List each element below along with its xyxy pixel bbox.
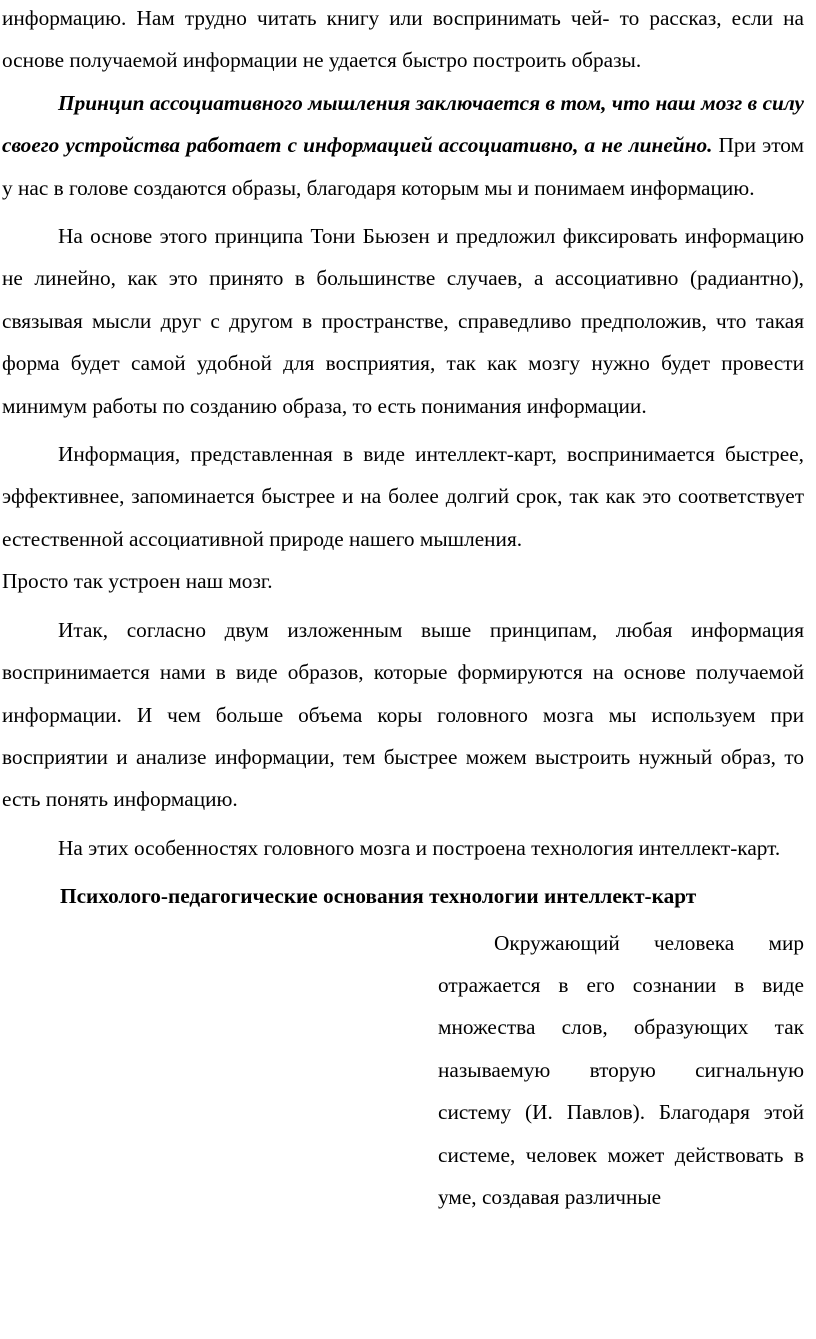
paragraph-images: Итак, согласно двум изложенным выше принципам, любая информация воспринимается нами в виде образов, которые формируются на основе получаемой информации. И чем больше объема коры головного мозга мы используем при восприятии и анализе информации, тем быстрее можем выстроить нужный образ, то есть понять информацию.	[2, 617, 804, 812]
paragraph-brain: Просто так устроен наш мозг.	[2, 569, 273, 594]
paragraph-buzan: На основе этого принципа Тони Бьюзен и предложил фиксировать информацию не линейно, как это принято в большинстве случаев, а ассоциативно (радиантно), связывая мысли друг с другом в пространстве, справедливо предположив, что такая форма будет самой удобной для восприятия, так как мозгу нужно будет провести минимум работы по созданию образа, то есть понимания информации.	[2, 224, 804, 418]
right-column	[438, 922, 804, 1219]
principle-rest: При этом у нас в голове создаются образы, благодаря которым мы и понимаем информацию.	[2, 133, 804, 200]
paragraph-mindmap-perception: Информация, представленная в виде интеллект-карт, воспринимается быстрее, эффективнее, запоминается быстрее и на более долгий срок, так как это соответствует естественной ассоциативной природе нашего мышления.	[2, 442, 804, 551]
paragraph-intro: информацию. Нам трудно читать книгу или воспринимать чей- то рассказ, если на основе получаемой информации не удается быстро построить образы.	[2, 6, 804, 73]
section-heading: Психолого-педагогические основания технологии интеллект-карт	[60, 884, 697, 909]
paragraph-principle	[2, 82, 804, 209]
paragraph-column: Окружающий человека мир отражается в его сознании в виде множества слов, образующих так называемую вторую сигнальную систему (И. Павлов). Благодаря этой системе, человек может действовать в уме, создавая различные	[438, 930, 804, 1209]
principle-emphasis: Принцип ассоциативного мышления заключается в том, что наш мозг в силу своего устройства работает с информацией ассоциативно, а не линейно.	[2, 90, 804, 158]
paragraph-technology: На этих особенностях головного мозга и построена технология интеллект-карт.	[58, 835, 781, 860]
